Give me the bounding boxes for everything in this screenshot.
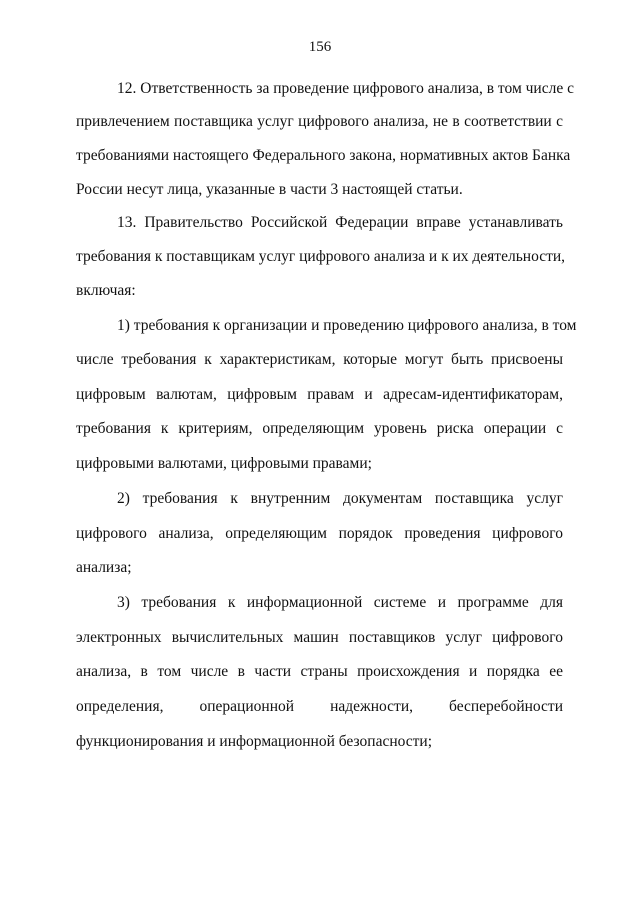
text-line: цифровым валютам, цифровым правам и адресам-идентификаторам, <box>76 386 563 403</box>
text-line: 12. Ответственность за проведение цифрового анализа, в том числе с <box>117 80 574 97</box>
text-line: 3) требования к информационной системе и программе для <box>117 594 563 611</box>
text-line: цифрового анализа, определяющим порядок проведения цифрового <box>76 525 563 542</box>
text-line: анализа; <box>76 559 132 576</box>
text-line: 1) требования к организации и проведению цифрового анализа, в том <box>117 317 577 334</box>
text-line: электронных вычислительных машин поставщиков услуг цифрового <box>76 629 563 646</box>
text-line: функционирования и информационной безопасности; <box>76 733 433 750</box>
text-line: включая: <box>76 282 136 299</box>
text-line: привлечением поставщика услуг цифрового анализа, не в соответствии с <box>76 113 563 130</box>
text-line: требования к поставщикам услуг цифрового анализа и к их деятельности, <box>76 248 566 265</box>
text-line: требования к критериям, определяющим уровень риска операции с <box>76 420 563 437</box>
text-line: цифровыми валютами, цифровыми правами; <box>76 455 372 472</box>
text-line: числе требования к характеристикам, которые могут быть присвоены <box>76 351 563 368</box>
text-line: требованиями настоящего Федерального закона, нормативных актов Банка <box>76 147 571 164</box>
page-number: 156 <box>308 39 332 55</box>
text-line: России несут лица, указанные в части 3 настоящей статьи. <box>76 181 463 198</box>
text-line: 13. Правительство Российской Федерации вправе устанавливать <box>117 214 563 231</box>
text-line: 2) требования к внутренним документам поставщика услуг <box>117 490 563 507</box>
text-line: определения, операционной надежности, бесперебойности <box>76 698 563 715</box>
text-line: анализа, в том числе в части страны происхождения и порядка ее <box>76 663 563 680</box>
